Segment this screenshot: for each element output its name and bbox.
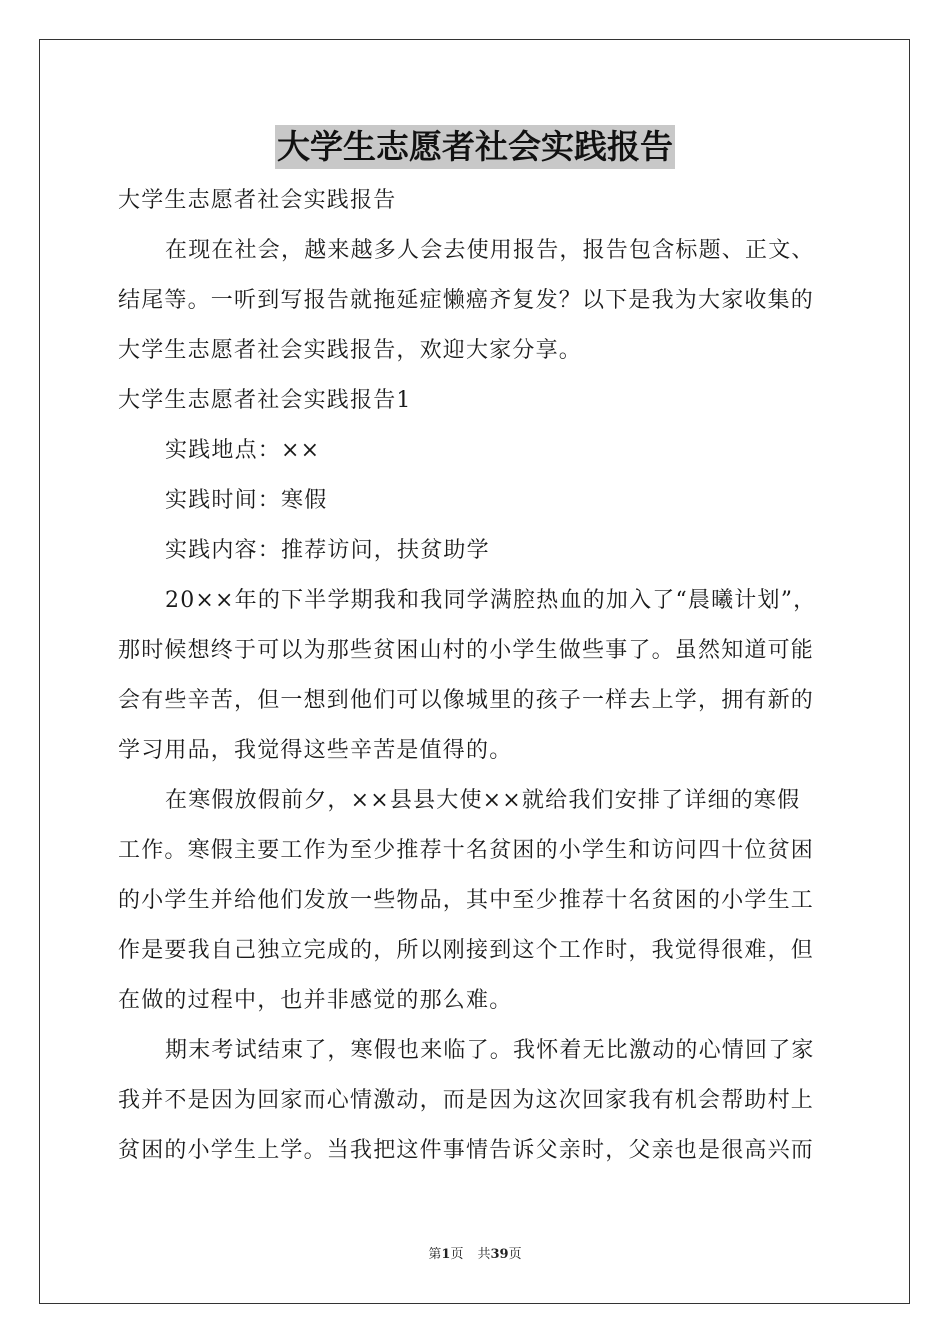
document-body <box>118 176 832 1176</box>
page-footer <box>0 1246 950 1264</box>
paragraph-line: 那时候想终于可以为那些贫困山村的小学生做些事了。虽然知道可能 <box>118 638 815 663</box>
paragraph-line: 在现在社会，越来越多人会去使用报告，报告包含标题、正文、 <box>165 238 815 263</box>
paragraph-line: 作是要我自己独立完成的，所以刚接到这个工作时，我觉得很难，但 <box>118 938 815 963</box>
paragraph-line: 大学生志愿者社会实践报告，欢迎大家分享。 <box>118 338 583 363</box>
current-page-number: 1 <box>441 1247 451 1262</box>
practice-location: 实践地点：×× <box>165 438 321 463</box>
paragraph-line: 我并不是因为回家而心情激动，而是因为这次回家我有机会帮助村上 <box>118 1088 815 1113</box>
paragraph-line: 在寒假放假前夕，××县县大使××就给我们安排了详细的寒假 <box>165 788 801 813</box>
paragraph-line: 结尾等。一听到写报告就拖延症懒癌齐复发？以下是我为大家收集的 <box>118 288 815 313</box>
practice-content: 实践内容：推荐访问，扶贫助学 <box>165 538 490 563</box>
paragraph-line: 20××年的下半学期我和我同学满腔热血的加入了“晨曦计划”， <box>165 588 817 613</box>
paragraph-line: 工作。寒假主要工作为至少推荐十名贫困的小学生和访问四十位贫困 <box>118 838 815 863</box>
paragraph-line: 期末考试结束了，寒假也来临了。我怀着无比激动的心情回了家 <box>165 1038 815 1063</box>
paragraph-line: 学习用品，我觉得这些辛苦是值得的。 <box>118 738 513 763</box>
document-title: 大学生志愿者社会实践报告 <box>275 125 675 169</box>
subtitle-line: 大学生志愿者社会实践报告 <box>118 188 397 213</box>
paragraph-line: 贫困的小学生上学。当我把这件事情告诉父亲时，父亲也是很高兴而 <box>118 1138 815 1163</box>
section-heading: 大学生志愿者社会实践报告1 <box>118 388 412 413</box>
paragraph-line: 在做的过程中，也并非感觉的那么难。 <box>118 988 513 1013</box>
paragraph-line: 的小学生并给他们发放一些物品，其中至少推荐十名贫困的小学生工 <box>118 888 815 913</box>
total-page-number: 39 <box>490 1247 509 1262</box>
total-prefix: 共 <box>477 1247 491 1262</box>
page-suffix: 页 <box>450 1247 464 1262</box>
practice-time: 实践时间：寒假 <box>165 488 328 513</box>
total-suffix: 页 <box>508 1247 522 1262</box>
title-container <box>0 125 950 169</box>
paragraph-line: 会有些辛苦，但一想到他们可以像城里的孩子一样去上学，拥有新的 <box>118 688 815 713</box>
page-prefix: 第 <box>428 1247 442 1262</box>
